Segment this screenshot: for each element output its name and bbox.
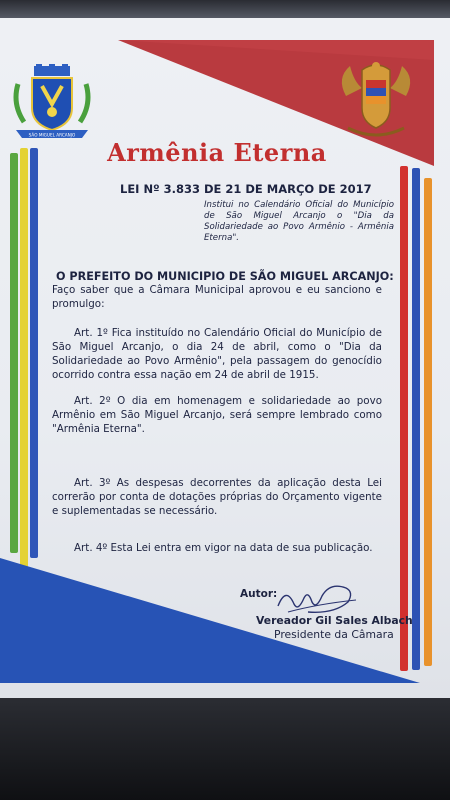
law-document-sheet bbox=[0, 18, 450, 698]
preamble-heading: O PREFEITO DO MUNICIPIO DE SÃO MIGUEL ARCANJO: bbox=[56, 270, 394, 283]
armenian-coat-of-arms-icon bbox=[332, 58, 420, 144]
preamble-text: Faço saber que a Câmara Municipal aprovou e eu sanciono e promulgo: bbox=[52, 284, 382, 310]
article-4: Art. 4º Esta Lei entra em vigor na data de sua publicação. bbox=[74, 542, 373, 554]
dark-background bbox=[0, 698, 450, 800]
crest-banner-text: SÃO MIGUEL ARCANJO bbox=[28, 132, 76, 138]
author-label: Autor: bbox=[240, 588, 278, 600]
green-stripe-left bbox=[10, 153, 18, 553]
orange-stripe-right bbox=[424, 178, 432, 666]
document-title: Armênia Eterna bbox=[107, 138, 327, 167]
law-number: LEI Nº 3.833 DE 21 DE MARÇO DE 2017 bbox=[120, 182, 372, 196]
law-summary: Institui no Calendário Oficial do Município de São Miguel Arcanjo o "Dia da Solidariedade ao Povo Armênio - Armênia Eterna". bbox=[204, 200, 394, 243]
municipal-coat-of-arms-icon bbox=[10, 64, 94, 142]
article-1: Art. 1º Fica instituído no Calendário Oficial do Município de São Miguel Arcanjo, o dia 24 de abril, como o "Dia da Solidariedade ao Povo Armênio", pela passagem do genocídio ocorrido contra essa nação em 24 de abril de 1915. bbox=[52, 327, 382, 381]
article-3: Art. 3º As despesas decorrentes da aplicação desta Lei correrão por conta de dotações próprias do Orçamento vigente e suplementadas se necessário. bbox=[52, 477, 382, 517]
blue-stripe-left bbox=[30, 148, 38, 558]
article-2: Art. 2º O dia em homenagem e solidariedade ao povo Armênio em São Miguel Arcanjo, será sempre lembrado como "Armênia Eterna". bbox=[52, 395, 382, 435]
signatory-name: Vereador Gil Sales Albach bbox=[256, 614, 413, 627]
signatory-role: Presidente da Câmara bbox=[274, 628, 394, 641]
yellow-stripe-left bbox=[20, 148, 28, 568]
